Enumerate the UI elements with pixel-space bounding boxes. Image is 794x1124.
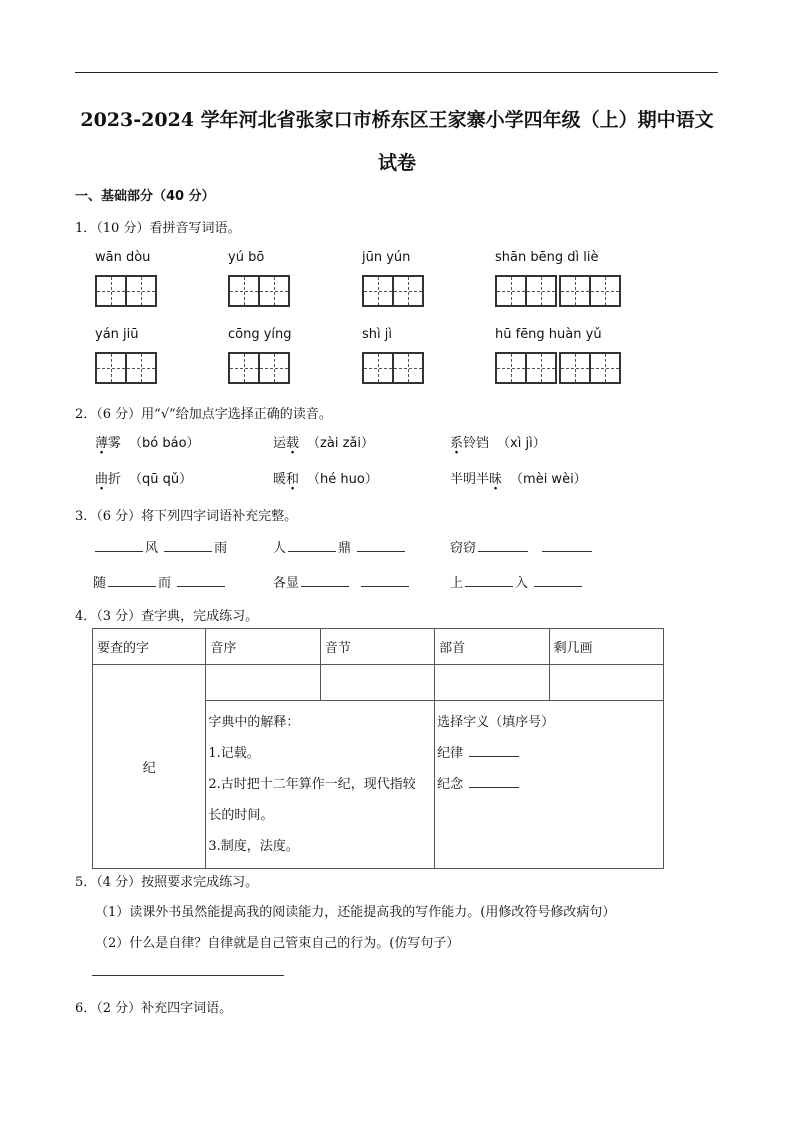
char-box[interactable] <box>559 352 591 384</box>
pinyin-options[interactable]: （qū qǔ） <box>129 472 193 487</box>
idiom-char: 人 <box>273 541 287 556</box>
idiom-row-1b <box>273 537 407 556</box>
table-header: 要查的字 <box>93 629 206 665</box>
writing-grid <box>362 352 426 384</box>
blank[interactable] <box>288 539 336 552</box>
pinyin-options[interactable]: （xì jì） <box>497 436 546 451</box>
question-5: 5．（4 分）按照要求完成练习。 <box>75 875 259 890</box>
char-box[interactable] <box>525 275 557 307</box>
writing-grid <box>362 275 426 307</box>
table-header: 音节 <box>320 629 434 665</box>
word-part: 暖 <box>273 472 287 487</box>
explain-item: 1.记载。 <box>208 746 260 761</box>
pinyin-label: jūn yún <box>362 250 411 265</box>
blank[interactable] <box>357 539 405 552</box>
idiom-char: 各显 <box>273 576 300 591</box>
pronunciation-item <box>95 432 200 451</box>
blank[interactable] <box>465 574 513 587</box>
pronunciation-item <box>273 468 378 487</box>
char-box[interactable] <box>228 352 260 384</box>
writing-grid <box>495 275 623 307</box>
char-box[interactable] <box>392 352 424 384</box>
char-box[interactable] <box>362 352 394 384</box>
blank[interactable] <box>301 574 349 587</box>
idiom-row-1 <box>93 537 227 556</box>
pinyin-label: shān bēng dì liè <box>495 250 599 265</box>
writing-grid <box>95 275 159 307</box>
pinyin-label: cōng yíng <box>228 327 292 342</box>
blank[interactable] <box>164 539 212 552</box>
explain-item: 长的时间。 <box>208 808 274 823</box>
writing-grid <box>95 352 159 384</box>
title-line-2: 试卷 <box>377 152 416 174</box>
meaning-selection <box>435 701 664 869</box>
blank[interactable] <box>534 574 582 587</box>
char-box[interactable] <box>392 275 424 307</box>
q5-sub-1: （1）读课外书虽然能提高我的阅读能力，还能提高我的写作能力。(用修改符号修改病句） <box>95 905 616 920</box>
pronunciation-item <box>450 468 587 487</box>
pinyin-label: shì jì <box>362 327 392 342</box>
table-header: 部首 <box>435 629 549 665</box>
dotted-char: 薄 <box>95 436 109 451</box>
dotted-char: 和 <box>286 472 300 487</box>
idiom-char: 雨 <box>214 541 228 556</box>
char-box[interactable] <box>589 275 621 307</box>
dotted-char: 载 <box>286 436 300 451</box>
char-box[interactable] <box>589 352 621 384</box>
lookup-char: 纪 <box>93 665 206 869</box>
table-header: 音序 <box>206 629 320 665</box>
idiom-char: 而 <box>158 576 172 591</box>
pinyin-options[interactable]: （hé huo） <box>307 472 378 487</box>
idiom-char: 风 <box>145 541 159 556</box>
answer-cell[interactable] <box>549 665 663 701</box>
pinyin-label: yú bō <box>228 250 265 265</box>
char-box[interactable] <box>495 352 527 384</box>
writing-grid <box>228 352 292 384</box>
blank[interactable] <box>469 744 519 757</box>
word-part: 半明半 <box>450 472 490 487</box>
dictionary-explanation <box>206 701 435 869</box>
char-box[interactable] <box>125 352 157 384</box>
dotted-char: 系 <box>450 436 464 451</box>
writing-grid <box>495 352 623 384</box>
word-part: 运 <box>273 436 287 451</box>
question-3: 3．（6 分）将下列四字词语补充完整。 <box>75 509 298 524</box>
blank[interactable] <box>108 574 156 587</box>
question-4: 4．（3 分）查字典，完成练习。 <box>75 609 259 624</box>
char-box[interactable] <box>559 275 591 307</box>
select-title: 选择字义（填序号） <box>437 715 555 730</box>
idiom-char: 窃窃 <box>450 541 477 556</box>
word-part: 雾 <box>108 436 122 451</box>
char-box[interactable] <box>362 275 394 307</box>
pinyin-label: yán jiū <box>95 327 139 342</box>
char-box[interactable] <box>525 352 557 384</box>
blank[interactable] <box>469 775 519 788</box>
idiom-char: 鼎 <box>338 541 352 556</box>
select-word: 纪律 <box>437 746 464 761</box>
q5-sub-2: （2）什么是自律？自律就是自己管束自己的行为。(仿写句子） <box>95 936 460 951</box>
pronunciation-item <box>273 432 374 451</box>
idiom-row-2b <box>273 572 411 591</box>
char-box[interactable] <box>95 352 127 384</box>
blank[interactable] <box>542 539 592 552</box>
blank[interactable] <box>361 574 409 587</box>
explain-item: 3.制度，法度。 <box>208 839 299 854</box>
table-header: 剩几画 <box>549 629 663 665</box>
char-box[interactable] <box>228 275 260 307</box>
pinyin-options[interactable]: （bó báo） <box>129 436 200 451</box>
blank[interactable] <box>177 574 225 587</box>
word-part: 折 <box>108 472 122 487</box>
pronunciation-item <box>95 468 192 487</box>
pinyin-label: wān dòu <box>95 250 151 265</box>
idiom-row-2 <box>93 572 227 591</box>
char-box[interactable] <box>95 275 127 307</box>
title-line-1: 2023-2024 学年河北省张家口市桥东区王家寨小学四年级（上）期中语文 <box>80 109 714 131</box>
char-box[interactable] <box>495 275 527 307</box>
select-word: 纪念 <box>437 777 464 792</box>
dotted-char: 昧 <box>489 472 503 487</box>
top-rule <box>75 72 718 73</box>
blank[interactable] <box>478 539 528 552</box>
question-2: 2．（6 分）用“√”给加点字选择正确的读音。 <box>75 407 332 422</box>
pinyin-options[interactable]: （mèi wèi） <box>510 472 587 487</box>
idiom-char: 上 <box>450 576 464 591</box>
word-part: 铃铛 <box>463 436 490 451</box>
blank[interactable] <box>95 539 143 552</box>
explain-item: 2.古时把十二年算作一纪，现代指较 <box>208 777 416 792</box>
char-box[interactable] <box>258 352 290 384</box>
dictionary-table <box>92 628 664 869</box>
idiom-char: 入 <box>515 576 529 591</box>
section-heading: 一、基础部分（40 分） <box>75 189 215 204</box>
answer-cell[interactable] <box>206 665 320 701</box>
idiom-row-2c <box>450 572 584 591</box>
writing-grid <box>228 275 292 307</box>
pinyin-options[interactable]: （zài zǎi） <box>307 436 374 451</box>
char-box[interactable] <box>258 275 290 307</box>
question-6: 6．（2 分）补充四字词语。 <box>75 1001 233 1016</box>
pronunciation-item <box>450 432 546 451</box>
pinyin-label: hū fēng huàn yǔ <box>495 327 602 342</box>
answer-cell[interactable] <box>320 665 434 701</box>
answer-cell[interactable] <box>435 665 549 701</box>
explain-title: 字典中的解释： <box>208 715 300 730</box>
idiom-char: 随 <box>93 576 107 591</box>
dotted-char: 曲 <box>95 472 109 487</box>
answer-line[interactable] <box>92 975 284 976</box>
char-box[interactable] <box>125 275 157 307</box>
idiom-row-1c <box>450 537 594 556</box>
question-1: 1．（10 分）看拼音写词语。 <box>75 221 241 236</box>
